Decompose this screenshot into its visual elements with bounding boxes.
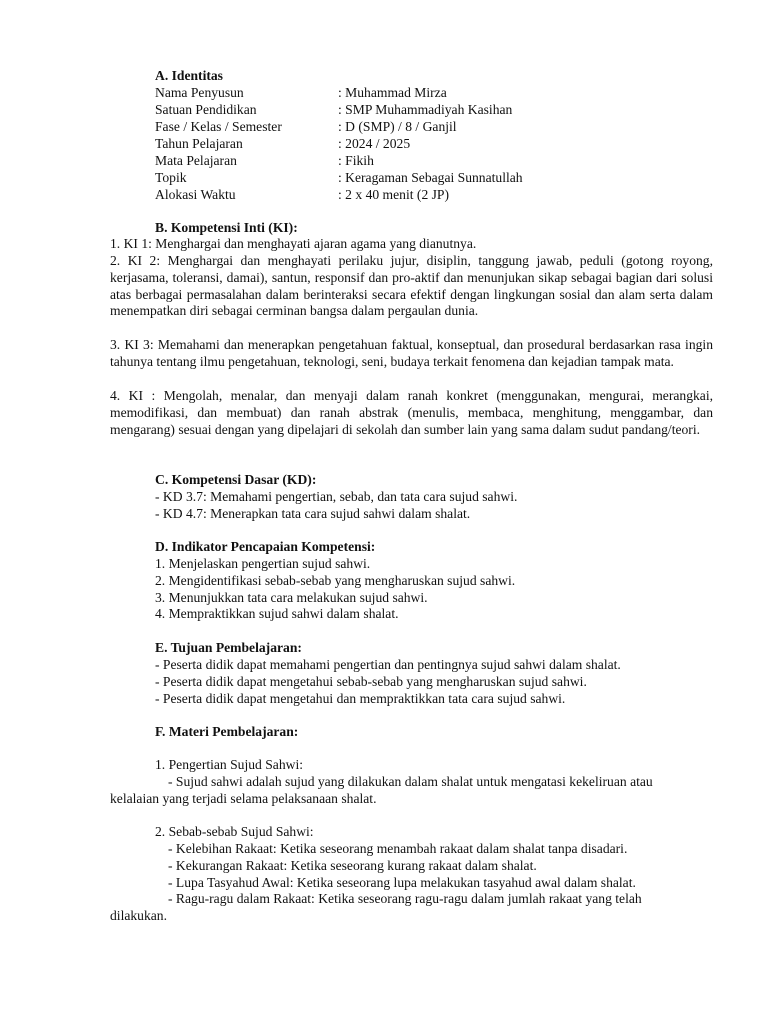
kd-item-1: - KD 3.7: Memahami pengertian, sebab, dan tata cara sujud sahwi. <box>155 489 518 504</box>
tujuan-item-1: - Peserta didik dapat memahami pengertian dan pentingnya sujud sahwi dalam shalat. <box>155 657 621 672</box>
value-nama-penyusun: : Muhammad Mirza <box>338 85 447 100</box>
label-mata-pelajaran: Mata Pelajaran <box>155 153 237 168</box>
materi-pengertian-title: 1. Pengertian Sujud Sahwi: <box>155 757 304 772</box>
value-tahun-pelajaran: : 2024 / 2025 <box>338 136 411 151</box>
materi-pengertian-text-cont: kelalaian yang terjadi selama pelaksanaan shalat. <box>110 791 377 806</box>
label-topik: Topik <box>155 170 187 185</box>
label-nama-penyusun: Nama Penyusun <box>155 85 244 100</box>
ki-item-2: 2. KI 2: Menghargai dan menghayati perilaku jujur, disiplin, tanggung jawab, peduli (gotong royong, kerjasama, toleransi, damai), santun, responsif dan pro-aktif dan menunjukan sikap sebagai bagian dari solusi atas berbagai permasalahan dalam berinteraksi secara efektif dengan lingkungan sosial dan alam serta dalam menempatkan diri sebagai cerminan bangsa dalam pergaulan dunia. <box>110 253 713 319</box>
materi-pengertian-text: - Sujud sahwi adalah sujud yang dilakukan dalam shalat untuk mengatasi kekeliruan atau <box>168 774 653 789</box>
value-mata-pelajaran: : Fikih <box>338 153 374 168</box>
label-alokasi-waktu: Alokasi Waktu <box>155 187 236 202</box>
kd-item-2: - KD 4.7: Menerapkan tata cara sujud sahwi dalam shalat. <box>155 506 471 521</box>
label-fase-kelas-semester: Fase / Kelas / Semester <box>155 119 282 134</box>
ki-item-3: 3. KI 3: Memahami dan menerapkan pengetahuan faktual, konseptual, dan prosedural berdasarkan rasa ingin tahunya tentang ilmu pengetahuan, teknologi, seni, budaya terkait fenomena dan kejadian tampak mata. <box>110 337 713 369</box>
value-fase-kelas-semester: : D (SMP) / 8 / Ganjil <box>338 119 457 134</box>
section-a-heading: A. Identitas <box>155 68 223 83</box>
ki-item-1: 1. KI 1: Menghargai dan menghayati ajaran agama yang dianutnya. <box>110 236 477 251</box>
label-tahun-pelajaran: Tahun Pelajaran <box>155 136 243 151</box>
sebab-item-3: - Lupa Tasyahud Awal: Ketika seseorang lupa melakukan tasyahud awal dalam shalat. <box>168 875 636 890</box>
section-e-heading: E. Tujuan Pembelajaran: <box>155 640 302 655</box>
ki-item-4: 4. KI : Mengolah, menalar, dan menyaji dalam ranah konkret (menggunakan, mengurai, merangkai, memodifikasi, dan membuat) dan ranah abstrak (menulis, membaca, menghitung, menggambar, dan mengarang) sesuai dengan yang dipelajari di sekolah dan sumber lain yang sama dalam sudut pandang/teori. <box>110 388 713 437</box>
indikator-item-2: 2. Mengidentifikasi sebab-sebab yang mengharuskan sujud sahwi. <box>155 573 516 588</box>
value-topik: : Keragaman Sebagai Sunnatullah <box>338 170 523 185</box>
tujuan-item-2: - Peserta didik dapat mengetahui sebab-sebab yang mengharuskan sujud sahwi. <box>155 674 587 689</box>
indikator-item-3: 3. Menunjukkan tata cara melakukan sujud sahwi. <box>155 590 428 605</box>
label-satuan-pendidikan: Satuan Pendidikan <box>155 102 257 117</box>
section-c-heading: C. Kompetensi Dasar (KD): <box>155 472 317 487</box>
sebab-item-1: - Kelebihan Rakaat: Ketika seseorang menambah rakaat dalam shalat tanpa disadari. <box>168 841 628 856</box>
tujuan-item-3: - Peserta didik dapat mengetahui dan mempraktikkan tata cara sujud sahwi. <box>155 691 566 706</box>
indikator-item-4: 4. Mempraktikkan sujud sahwi dalam shalat. <box>155 606 399 621</box>
sebab-item-4-cont: dilakukan. <box>110 908 168 923</box>
sebab-item-2: - Kekurangan Rakaat: Ketika seseorang kurang rakaat dalam shalat. <box>168 858 537 873</box>
section-b-heading: B. Kompetensi Inti (KI): <box>155 220 298 235</box>
section-d-heading: D. Indikator Pencapaian Kompetensi: <box>155 539 376 554</box>
value-alokasi-waktu: : 2 x 40 menit (2 JP) <box>338 187 450 202</box>
sebab-item-4: - Ragu-ragu dalam Rakaat: Ketika seseorang ragu-ragu dalam jumlah rakaat yang telah <box>168 891 642 906</box>
value-satuan-pendidikan: : SMP Muhammadiyah Kasihan <box>338 102 513 117</box>
indikator-item-1: 1. Menjelaskan pengertian sujud sahwi. <box>155 556 371 571</box>
materi-sebab-title: 2. Sebab-sebab Sujud Sahwi: <box>155 824 314 839</box>
section-f-heading: F. Materi Pembelajaran: <box>155 724 299 739</box>
